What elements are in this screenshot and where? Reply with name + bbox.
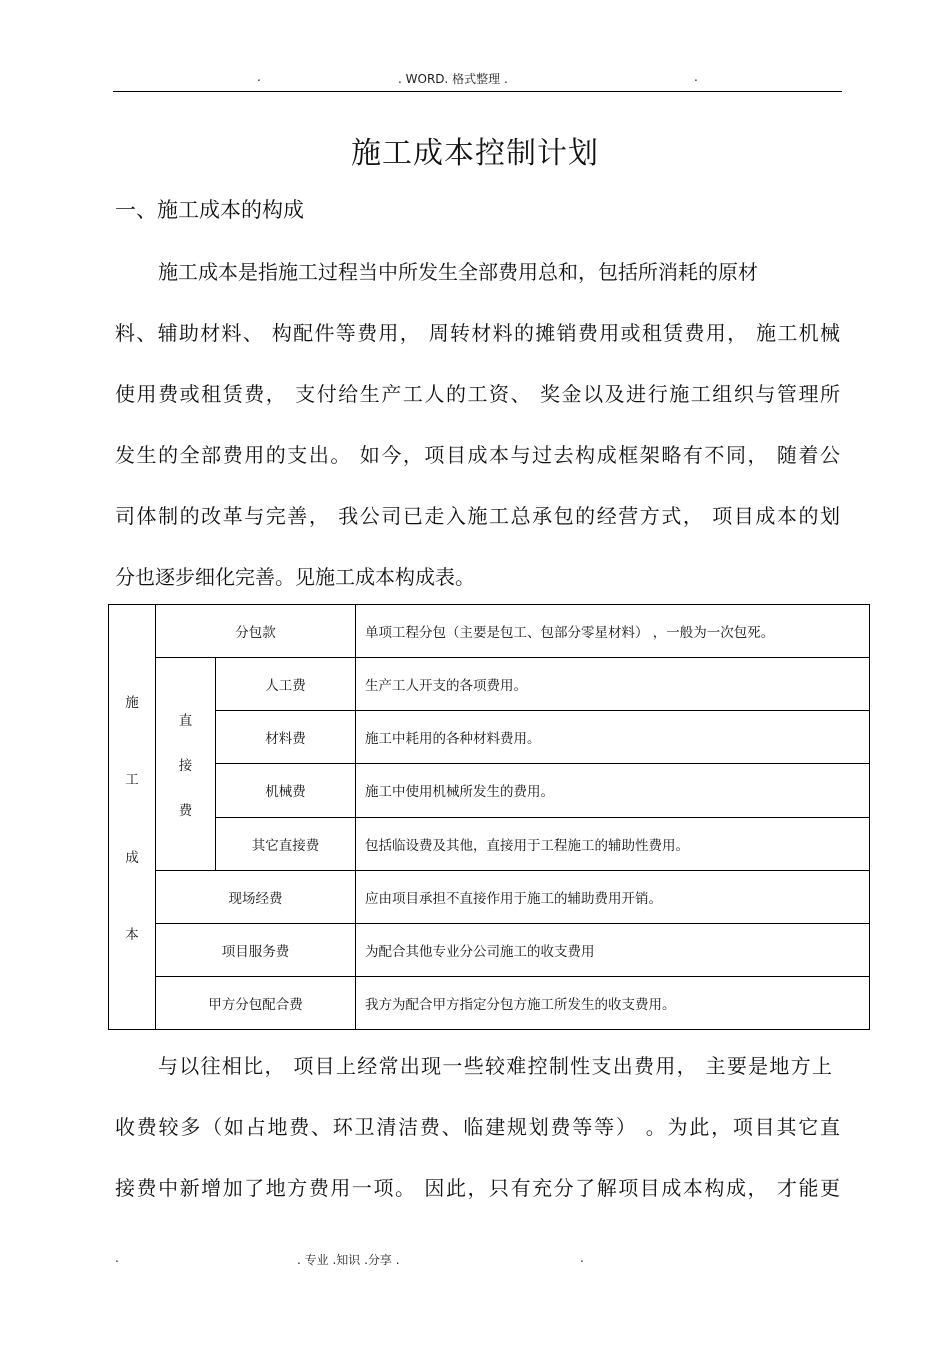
cost-description: 我方为配合甲方指定分包方施工所发生的收支费用。: [356, 976, 870, 1029]
table-row: [109, 711, 870, 764]
page-title: 施工成本控制计划: [351, 136, 599, 171]
header-right-dot: .: [694, 70, 698, 84]
paragraph-line: 收费较多（如占地费、环卫清洁费、临建规划费等等） 。为此，项目其它直: [115, 1115, 840, 1139]
table-row: [109, 605, 870, 658]
paragraph-line: 使用费或租赁费， 支付给生产工人的工资、 奖金以及进行施工组织与管理所: [115, 382, 840, 406]
cost-item: 项目服务费: [156, 923, 356, 976]
footer-text: . 专业 .知识 .分享 .: [297, 1253, 400, 1267]
cost-item: 材料费: [216, 711, 356, 764]
cost-description: 应由项目承担不直接作用于施工的辅助费用开销。: [356, 870, 870, 923]
vertical-char: 直: [178, 712, 193, 729]
cost-item: 人工费: [216, 658, 356, 711]
cost-description: 包括临设费及其他，直接用于工程施工的辅助性费用。: [356, 817, 870, 870]
header-rule: [113, 91, 842, 92]
direct-cost-label-cell: [156, 658, 216, 871]
cost-item: 分包款: [156, 605, 356, 658]
cost-item: 现场经费: [156, 870, 356, 923]
header-left-dot: .: [257, 70, 261, 84]
cost-description: 施工中耗用的各种材料费用。: [356, 711, 870, 764]
table-row: [109, 976, 870, 1029]
table-row: [109, 764, 870, 817]
cost-description: 生产工人开支的各项费用。: [356, 658, 870, 711]
cost-item: 甲方分包配合费: [156, 976, 356, 1029]
vertical-char: 接: [178, 757, 193, 774]
vertical-char: 成: [125, 849, 139, 866]
section-heading: 一、施工成本的构成: [115, 198, 304, 222]
footer-left-dot: .: [115, 1251, 119, 1265]
paragraph-line: 与以往相比， 项目上经常出现一些较难控制性支出费用， 主要是地方上: [158, 1054, 832, 1078]
cost-description: 为配合其他专业分公司施工的收支费用: [356, 923, 870, 976]
vertical-char: 本: [125, 926, 139, 943]
paragraph-line: 发生的全部费用的支出。 如今，项目成本与过去构成框架略有不同， 随着公: [115, 443, 840, 467]
vertical-char: 工: [125, 772, 139, 789]
vertical-char: 费: [178, 802, 193, 819]
cost-description: 单项工程分包（主要是包工、包部分零星材料） ，一般为一次包死。: [356, 605, 870, 658]
footer-right-dot: .: [580, 1251, 584, 1265]
cost-item: 其它直接费: [216, 817, 356, 870]
construction-cost-label-cell: [109, 605, 156, 1030]
table-row: [109, 817, 870, 870]
paragraph-line: 料、辅助材料、 构配件等费用， 周转材料的摊销费用或租赁费用， 施工机械: [115, 321, 840, 345]
paragraph-line: 施工成本是指施工过程当中所发生全部费用总和，包括所消耗的原材: [158, 260, 758, 284]
cost-description: 施工中使用机械所发生的费用。: [356, 764, 870, 817]
header-text: . WORD. 格式整理 .: [398, 72, 508, 86]
paragraph-line: 司体制的改革与完善， 我公司已走入施工总承包的经营方式， 项目成本的划: [115, 504, 840, 528]
table-row: [109, 923, 870, 976]
table-row: [109, 870, 870, 923]
cost-item: 机械费: [216, 764, 356, 817]
paragraph-line: 接费中新增加了地方费用一项。 因此，只有充分了解项目成本构成， 才能更: [115, 1176, 840, 1200]
table-row: [109, 658, 870, 711]
paragraph-line: 分也逐步细化完善。见施工成本构成表。: [115, 565, 475, 589]
cost-composition-table: [108, 604, 870, 1030]
vertical-char: 施: [125, 695, 139, 711]
